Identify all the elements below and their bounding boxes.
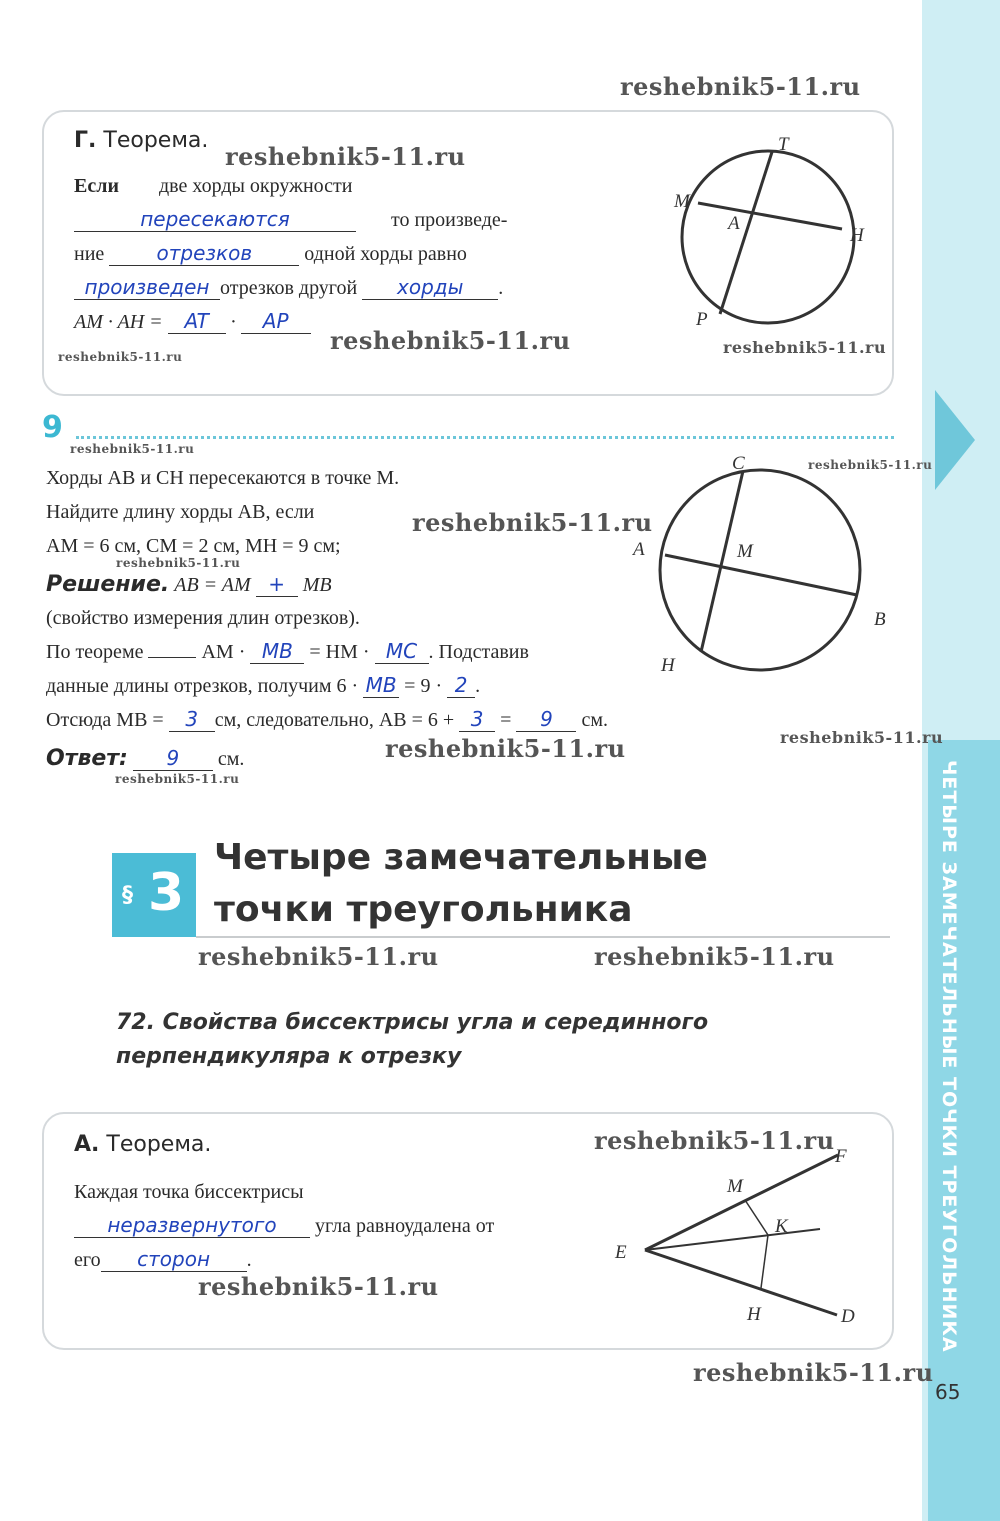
perpendicular-kh	[761, 1235, 768, 1288]
answer-blank[interactable]: MC	[375, 639, 429, 664]
circle	[682, 151, 854, 323]
watermark: reshebnik5-11.ru	[594, 942, 835, 971]
task9-line3: AM = 6 см, CM = 2 см, MH = 9 см;	[46, 535, 341, 557]
perpendicular-km	[745, 1200, 768, 1235]
point-label-m: M	[737, 541, 753, 562]
theorem-a-line1: Каждая точка биссектрисы	[74, 1181, 304, 1203]
task-divider	[76, 436, 894, 439]
task9-line7: данные длины отрезков, получим 6 · MB = 9 · 2 .	[46, 673, 481, 697]
watermark: reshebnik5-11.ru	[620, 72, 861, 101]
circle-chords-diagram-9	[625, 445, 900, 685]
point-label-h: H	[747, 1304, 761, 1325]
chord-ab	[665, 555, 857, 595]
theorem-a-line3: его сторон .	[74, 1247, 252, 1271]
task9-answer: Ответ: 9 см.	[46, 746, 245, 771]
answer-blank[interactable]: отрезков	[109, 241, 299, 266]
watermark: reshebnik5-11.ru	[385, 734, 626, 763]
theorem-g-line2: пересекаются то произведе-	[74, 204, 507, 237]
angle-bisector-diagram	[605, 1140, 885, 1335]
answer-blank[interactable]: неразвернутого	[74, 1213, 310, 1238]
watermark: reshebnik5-11.ru	[70, 442, 195, 456]
chord-mh	[698, 203, 842, 229]
watermark: reshebnik5-11.ru	[116, 556, 241, 570]
watermark: reshebnik5-11.ru	[693, 1358, 934, 1387]
watermark: reshebnik5-11.ru	[723, 338, 887, 357]
point-label-m: M	[727, 1176, 743, 1197]
side-tab-label: ЧЕТЫРЕ ЗАМЕЧАТЕЛЬНЫЕ ТОЧКИ ТРЕУГОЛЬНИКА	[938, 760, 960, 1353]
point-label-t: T	[778, 134, 789, 155]
answer-blank[interactable]: AP	[241, 309, 311, 334]
point-label-a: A	[633, 539, 645, 560]
task9-line5: (свойство измерения длин отрезков).	[46, 607, 360, 629]
point-label-h: H	[850, 225, 864, 246]
watermark: reshebnik5-11.ru	[225, 142, 466, 171]
point-label-p: P	[696, 309, 708, 330]
point-label-d: D	[841, 1306, 855, 1327]
circle-chords-diagram-g	[660, 125, 890, 340]
task9-line4: Решение. AB = AM + MB	[46, 572, 332, 597]
section-title: Четыре замечательные точки треугольника	[214, 837, 708, 930]
answer-blank[interactable]: +	[256, 572, 298, 597]
point-label-f: F	[835, 1146, 847, 1167]
answer-blank[interactable]: AT	[168, 309, 226, 334]
section-rule	[196, 936, 890, 938]
ray-ed	[645, 1250, 837, 1315]
answer-blank[interactable]: MB	[250, 639, 304, 664]
answer-blank[interactable]: 9	[133, 746, 213, 771]
point-label-c: C	[732, 453, 745, 474]
bisector-ek	[645, 1229, 820, 1250]
subsection-title: 72. Свойства биссектрисы угла и серединного перпендикуляра к отрезку	[116, 1010, 709, 1069]
task9-line2: Найдите длину хорды AB, если	[46, 501, 315, 523]
section-badge: § 3	[112, 853, 196, 937]
answer-blank[interactable]: 9	[516, 707, 576, 732]
point-label-e: E	[615, 1242, 627, 1263]
theorem-g-heading: Г. Теорема.	[74, 128, 209, 153]
answer-blank[interactable]: произведен	[74, 275, 220, 300]
theorem-g-line3: ние отрезков одной хорды равно	[74, 241, 467, 265]
watermark: reshebnik5-11.ru	[330, 326, 571, 355]
point-label-h: H	[661, 655, 675, 676]
theorem-a-heading: А. Теорема.	[74, 1132, 212, 1157]
watermark: reshebnik5-11.ru	[198, 942, 439, 971]
watermark: reshebnik5-11.ru	[594, 1126, 835, 1155]
theorem-g-line4: произведен отрезков другой хорды .	[74, 272, 503, 305]
answer-blank[interactable]: MB	[363, 673, 399, 698]
task9-line8: Отсюда MB = 3 см, следовательно, AB = 6 + 3 = 9 см.	[46, 707, 608, 731]
task-number: 9	[42, 410, 63, 445]
answer-blank[interactable]: сторон	[101, 1247, 247, 1272]
task9-line6: По теореме AM · MB = HM · MC . Подставив	[46, 639, 529, 663]
watermark: reshebnik5-11.ru	[58, 350, 183, 364]
point-label-m: M	[674, 191, 690, 212]
answer-blank[interactable]: 2	[447, 673, 475, 698]
answer-blank[interactable]: 3	[169, 707, 215, 732]
watermark: reshebnik5-11.ru	[198, 1272, 439, 1301]
theorem-g-line5: AM · AH = AT · AP	[74, 306, 311, 339]
side-arrow-icon	[935, 390, 975, 490]
point-label-k: K	[775, 1216, 788, 1237]
answer-blank[interactable]: 3	[459, 707, 495, 732]
watermark: reshebnik5-11.ru	[808, 458, 933, 472]
point-label-b: B	[874, 609, 886, 630]
task9-line1: Хорды AB и CH пересекаются в точке M.	[46, 467, 400, 489]
circle	[660, 470, 860, 670]
answer-blank[interactable]: хорды	[362, 275, 498, 300]
ray-ef	[645, 1155, 838, 1250]
theorem-a-line2: неразвернутого угла равноудалена от	[74, 1210, 494, 1243]
answer-blank[interactable]: пересекаются	[74, 207, 356, 232]
page-number: 65	[935, 1380, 961, 1404]
watermark: reshebnik5-11.ru	[115, 772, 240, 786]
theorem-g-line1: Если две хорды окружности	[74, 175, 353, 197]
watermark: reshebnik5-11.ru	[412, 508, 653, 537]
watermark: reshebnik5-11.ru	[780, 728, 944, 747]
point-label-a: A	[728, 213, 740, 234]
